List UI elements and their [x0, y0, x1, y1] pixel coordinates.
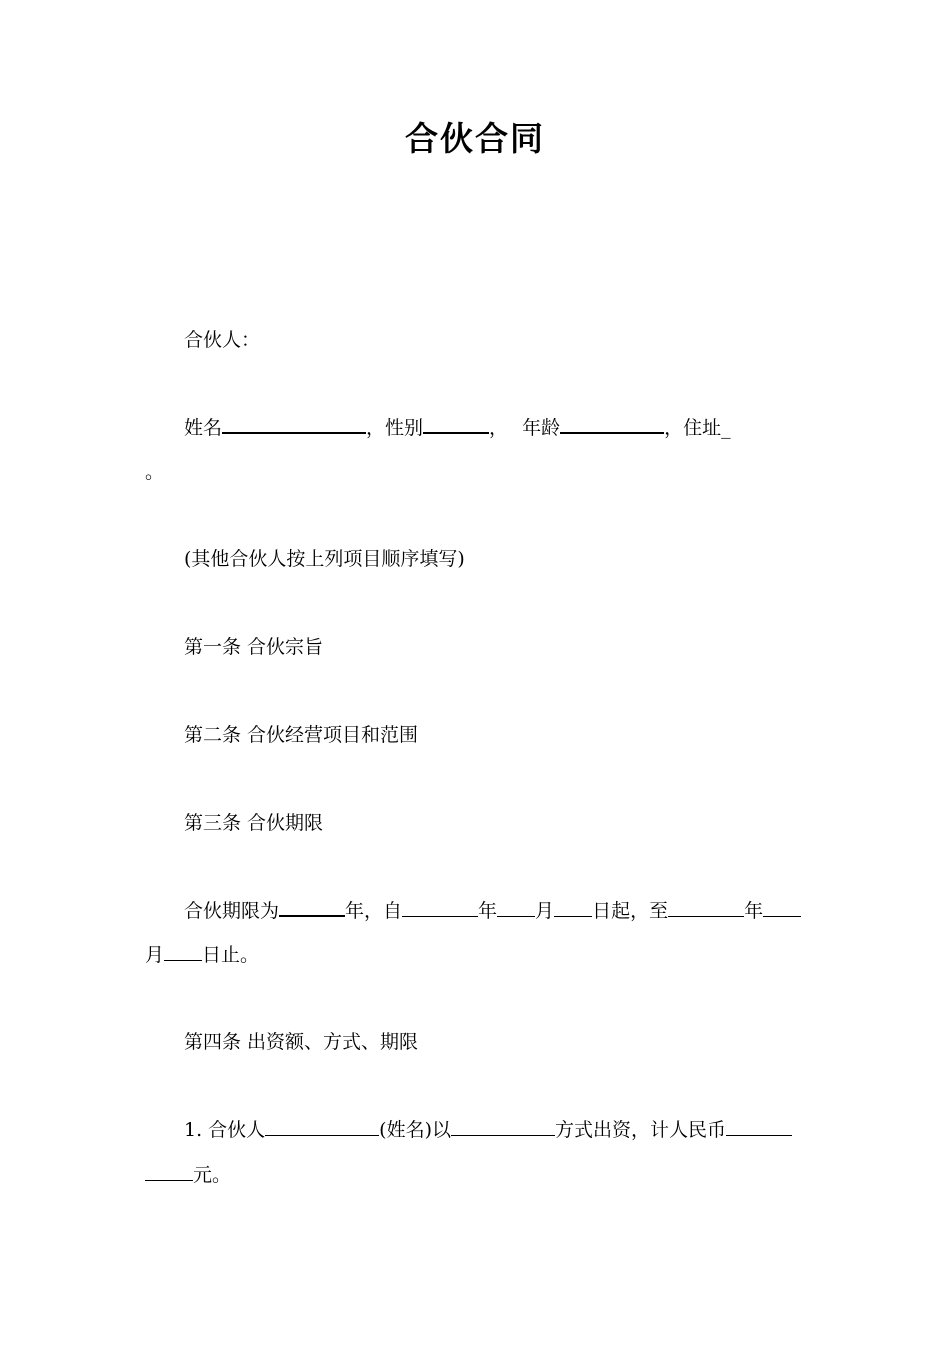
- term-year-end-label: 年: [744, 900, 764, 922]
- age-label: 年龄: [522, 417, 561, 439]
- article-4-heading: 第四条 出资额、方式、期限: [184, 1031, 419, 1053]
- article-1-heading: 第一条 合伙宗旨: [184, 636, 324, 658]
- document-title: 合伙合同: [405, 119, 545, 158]
- article-2-heading: 第二条 合伙经营项目和范围: [184, 724, 419, 746]
- age-blank: [560, 431, 664, 434]
- start-month-blank: [497, 915, 535, 917]
- partner-fields-line: [145, 414, 849, 442]
- amount-blank-start: [726, 1134, 792, 1136]
- end-day-blank: [164, 959, 202, 961]
- amount-blank-end: [145, 1179, 193, 1181]
- contribution-suffix: 元。: [193, 1164, 232, 1186]
- gender-label: 性别: [385, 417, 424, 439]
- term-month-label: 月: [535, 900, 555, 922]
- address-label: 住址_: [683, 417, 731, 439]
- contribution-line: [145, 1116, 849, 1144]
- end-month-blank-start: [763, 915, 801, 917]
- name-label: 姓名: [184, 417, 223, 439]
- comma: ，: [489, 417, 509, 439]
- contribution-prefix: 1. 合伙人: [184, 1119, 266, 1141]
- end-year-blank: [668, 915, 744, 917]
- contribution-name-note: (姓名)以: [379, 1119, 451, 1141]
- term-line: [145, 897, 849, 925]
- start-year-blank: [402, 915, 478, 917]
- contribution-line-2: [145, 1161, 810, 1189]
- partner-name-blank: [265, 1134, 379, 1136]
- term-day-end: 日止。: [202, 944, 260, 966]
- term-month-end-label: 月: [145, 944, 165, 966]
- term-day-start: 日起，至: [592, 900, 669, 922]
- term-line-2: [145, 941, 810, 969]
- gender-blank: [423, 431, 489, 434]
- method-blank: [451, 1134, 555, 1136]
- contribution-method: 方式出资，计人民币: [555, 1119, 727, 1141]
- fill-note: (其他合伙人按上列项目顺序填写): [184, 548, 465, 570]
- term-years-blank: [279, 914, 345, 917]
- term-year-from: 年，自: [345, 900, 403, 922]
- name-blank: [222, 431, 366, 434]
- start-day-blank: [554, 915, 592, 917]
- partner-fields-end: 。: [145, 461, 165, 483]
- comma: ，: [366, 417, 386, 439]
- article-3-heading: 第三条 合伙期限: [184, 812, 324, 834]
- term-prefix: 合伙期限为: [184, 900, 280, 922]
- term-year-label: 年: [478, 900, 498, 922]
- partner-heading: 合伙人：: [184, 329, 261, 351]
- comma: ，: [664, 417, 684, 439]
